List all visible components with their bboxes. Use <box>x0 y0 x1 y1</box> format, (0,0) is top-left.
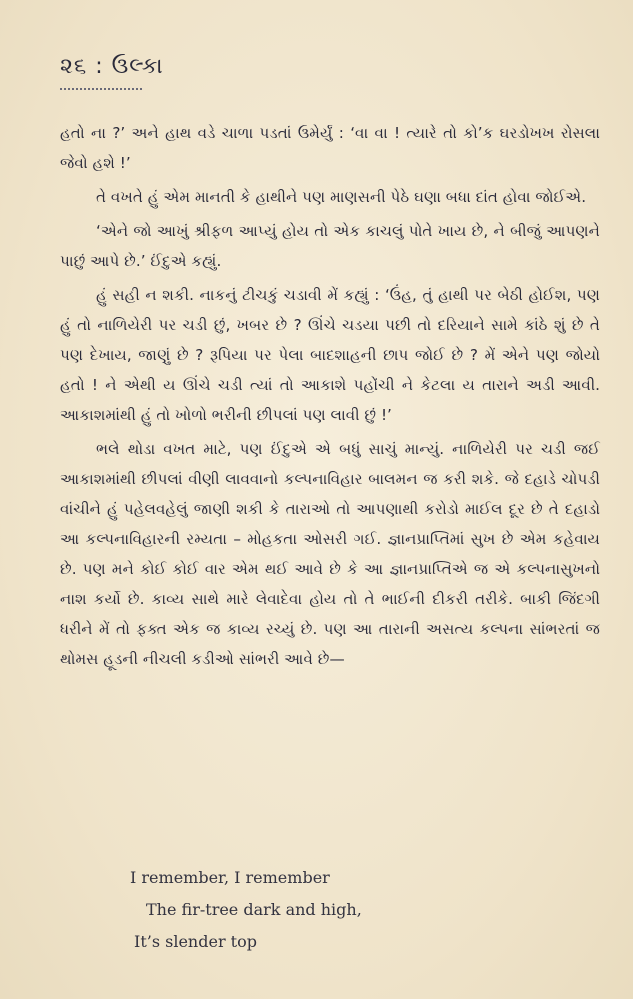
paragraph: હતો ના ?’ અને હાથ વડે ચાળા પડતાં ઉમેર્યું : ‘વા વા ! ત્યારે તો કો’ક ઘરડોખખ રોસલા જેવો હશે !’ <box>60 124 600 172</box>
body-text <box>60 118 600 678</box>
poem-line: I remember, I remember <box>130 868 330 887</box>
paragraph: ‘એને જો આખું શ્રીફળ આપ્યું હોય તો એક કાચલું પોતે ખાય છે, ને બીજું આપણને પાછું આપે છે.’ ઈંદુએ કહ્યું. <box>60 222 600 270</box>
paragraph: હું સહી ન શકી. નાકનું ટીચકું ચડાવી મેં કહ્યું : ‘ઉંહ, તું હાથી પર બેઠી હોઈશ, પણ હું તો નાળિયેરી પર ચડી છું, ખબર છે ? ઊંચે ચડયા પછી તો દરિયાને સામે કાંઠે શું છે તે પણ દેખાય, જાણું છે ? રૂપિયા પર પેલા બાદશાહની છાપ જોઈ છે ? મેં એને પણ જોયો હતો ! ને એથી ય ઊંચે ચડી ત્યાં તો આકાશે પહોંચી ને કેટલા ય તારાને અડી આવી. આકાશમાંથી હું તો ખોળો ભરીની છીપલાં પણ લાવી છું !’ <box>60 286 600 424</box>
poem-line: The fir-tree dark and high, <box>146 900 362 919</box>
header-underline <box>60 84 142 90</box>
poem-line: It’s slender top <box>134 932 257 951</box>
paragraph: ભલે થોડા વખત માટે, પણ ઈંદુએ એ બધું સાચું માન્યું. નાળિયેરી પર ચડી જઈ આકાશમાંથી છીપલાં વીણી લાવવાનો કલ્પનાવિહાર બાલમન જ કરી શકે. જે દહાડે ચોપડી વાંચીને હું પહેલવહેલું જાણી શકી કે તારાઓ તો આપણાથી કરોડો માઈલ દૂર છે તે દહાડો આ કલ્પનાવિહારની રમ્યતા – મોહકતા ઓસરી ગઈ. જ્ઞાનપ્રાપ્તિમાં સુખ છે એમ કહેવાય છે. પણ મને કોઈ કોઈ વાર એમ થઈ આવે છે કે આ જ્ઞાનપ્રાપ્તિએ જ એ કલ્પનાસુખનો નાશ કર્યો છે. કાવ્ય સાથે મારે લેવાદેવા હોય તો તે ભાઈની દીકરી તરીકે. બાકી જિંદગી ધરીને મેં તો ફક્ત એક જ કાવ્ય રચ્યું છે. પણ આ તારાની અસત્ય કલ્પના સાંભરતાં જ થોમસ હૂડની નીચલી કડીઓ સાંભરી આવે છે— <box>60 440 600 668</box>
poem-quote <box>130 862 362 958</box>
page-header: ૨૬ : ઉલ્કા <box>60 54 164 79</box>
paragraph: તે વખતે હું એમ માનતી કે હાથીને પણ માણસની પેઠે ઘણા બધા દાંત હોવા જોઈએ. <box>96 188 587 206</box>
